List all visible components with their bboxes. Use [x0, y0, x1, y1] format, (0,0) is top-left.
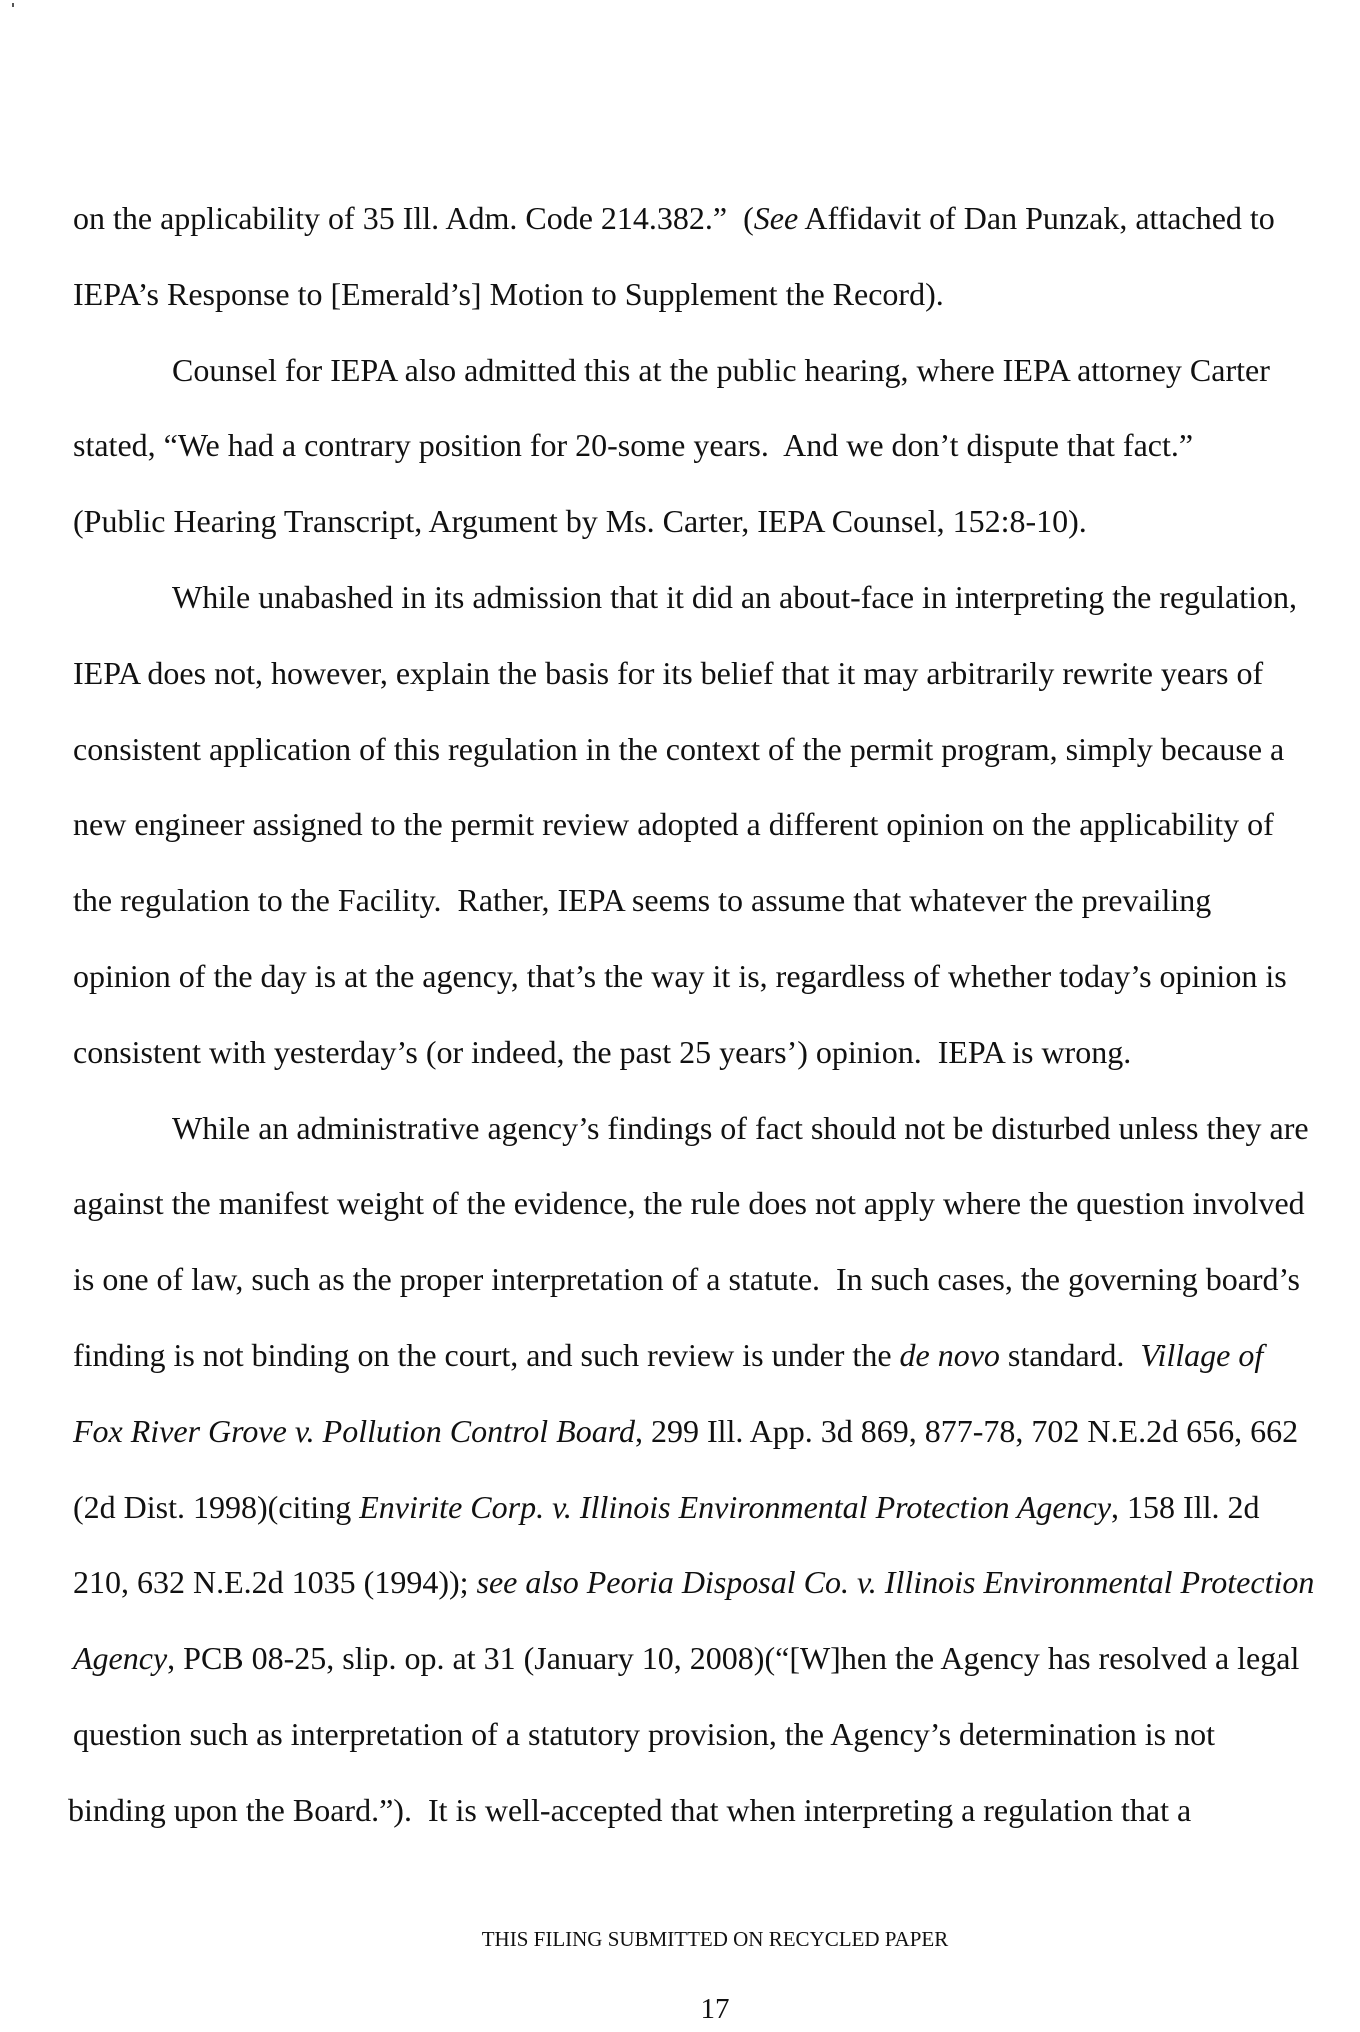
body-text-segment: Affidavit of Dan Punzak, attached to: [798, 200, 1275, 236]
body-text-segment: , 299 Ill. App. 3d 869, 877-78, 702 N.E.2d 656, 662: [634, 1412, 1299, 1449]
body-text-segment: Counsel for IEPA also admitted this at the public hearing, where IEPA attorney Carter: [172, 351, 1270, 388]
text-line: [73, 653, 1263, 693]
text-line: [172, 350, 1270, 390]
text-line: [73, 1562, 1314, 1602]
text-line: [73, 501, 1087, 541]
text-line: [73, 1714, 1215, 1754]
italic-citation-text: Village of: [1140, 1337, 1264, 1373]
body-text-segment: stated, “We had a contrary position for 20-some years. And we don’t dispute that fact.”: [73, 427, 1194, 464]
body-text-segment: While an administrative agency’s findings of fact should not be disturbed unless they are: [172, 1109, 1309, 1146]
text-line: [73, 1487, 1259, 1527]
text-line: [172, 577, 1297, 617]
body-text-segment: new engineer assigned to the permit review adopted a different opinion on the applicability of: [73, 806, 1274, 843]
body-text-segment: on the applicability of 35 Ill. Adm. Code 214.382.” (: [73, 200, 754, 236]
body-text-segment: binding upon the Board.”). It is well-accepted that when interpreting a regulation that a: [68, 1791, 1192, 1828]
text-line: [73, 956, 1287, 996]
italic-citation-text: Agency: [73, 1640, 168, 1677]
text-line: [73, 1183, 1305, 1223]
italic-citation-text: de novo: [899, 1337, 1000, 1373]
body-text-segment: consistent application of this regulation in the context of the permit program, simply because a: [73, 730, 1285, 767]
text-line: [172, 1108, 1309, 1148]
body-text-segment: 210, 632 N.E.2d 1035 (1994));: [73, 1564, 477, 1601]
body-text-segment: the regulation to the Facility. Rather, IEPA seems to assume that whatever the prevailing: [73, 882, 1212, 919]
text-line: [73, 1335, 1263, 1375]
text-line: [73, 425, 1193, 465]
text-line: [73, 880, 1211, 920]
text-line: [68, 1790, 1191, 1830]
scan-artifact-mark: [12, 3, 14, 7]
page-number: 17: [700, 1993, 730, 2025]
body-text-segment: opinion of the day is at the agency, that’s the way it is, regardless of whether today’s opinion is: [73, 958, 1287, 994]
body-text-segment: question such as interpretation of a statutory provision, the Agency’s determination is not: [73, 1716, 1215, 1752]
text-line: [73, 274, 944, 314]
italic-citation-text: See: [753, 200, 799, 236]
body-text-segment: , PCB 08-25, slip. op. at 31 (January 10, 2008)(“[W]hen the Agency has resolved a legal: [167, 1640, 1300, 1677]
body-text-segment: IEPA’s Response to [Emerald’s] Motion to Supplement the Record).: [73, 275, 944, 312]
body-text-segment: , 158 Ill. 2d: [1111, 1488, 1260, 1525]
body-text-segment: finding is not binding on the court, and such review is under the: [73, 1337, 900, 1373]
body-text-segment: against the manifest weight of the evidence, the rule does not apply where the question involved: [73, 1185, 1305, 1222]
text-line: [73, 804, 1274, 844]
body-text-segment: IEPA does not, however, explain the basis for its belief that it may arbitrarily rewrite years of: [73, 654, 1264, 691]
body-text-segment: (2d Dist. 1998)(citing: [73, 1488, 360, 1525]
body-text-segment: standard.: [999, 1337, 1141, 1373]
text-line: [73, 1411, 1298, 1451]
italic-citation-text: see also Peoria Disposal Co. v. Illinois Environmental Protection: [476, 1564, 1315, 1601]
text-line: [73, 1032, 1131, 1072]
text-line: [73, 729, 1284, 769]
body-text-segment: (Public Hearing Transcript, Argument by Ms. Carter, IEPA Counsel, 152:8-10).: [73, 503, 1087, 540]
text-line: [73, 1259, 1300, 1299]
body-text-segment: consistent with yesterday’s (or indeed, the past 25 years’) opinion. IEPA is wrong.: [73, 1033, 1132, 1070]
text-line: [73, 198, 1275, 238]
italic-citation-text: Fox River Grove v. Pollution Control Board: [73, 1412, 635, 1449]
body-text-segment: While unabashed in its admission that it did an about-face in interpreting the regulation,: [172, 579, 1298, 615]
body-text-segment: is one of law, such as the proper interpretation of a statute. In such cases, the governing board’s: [73, 1261, 1300, 1298]
text-line: [73, 1638, 1299, 1678]
italic-citation-text: Envirite Corp. v. Illinois Environmental Protection Agency: [359, 1488, 1112, 1525]
footer-recycled-paper-note: THIS FILING SUBMITTED ON RECYCLED PAPER: [481, 1927, 949, 1951]
